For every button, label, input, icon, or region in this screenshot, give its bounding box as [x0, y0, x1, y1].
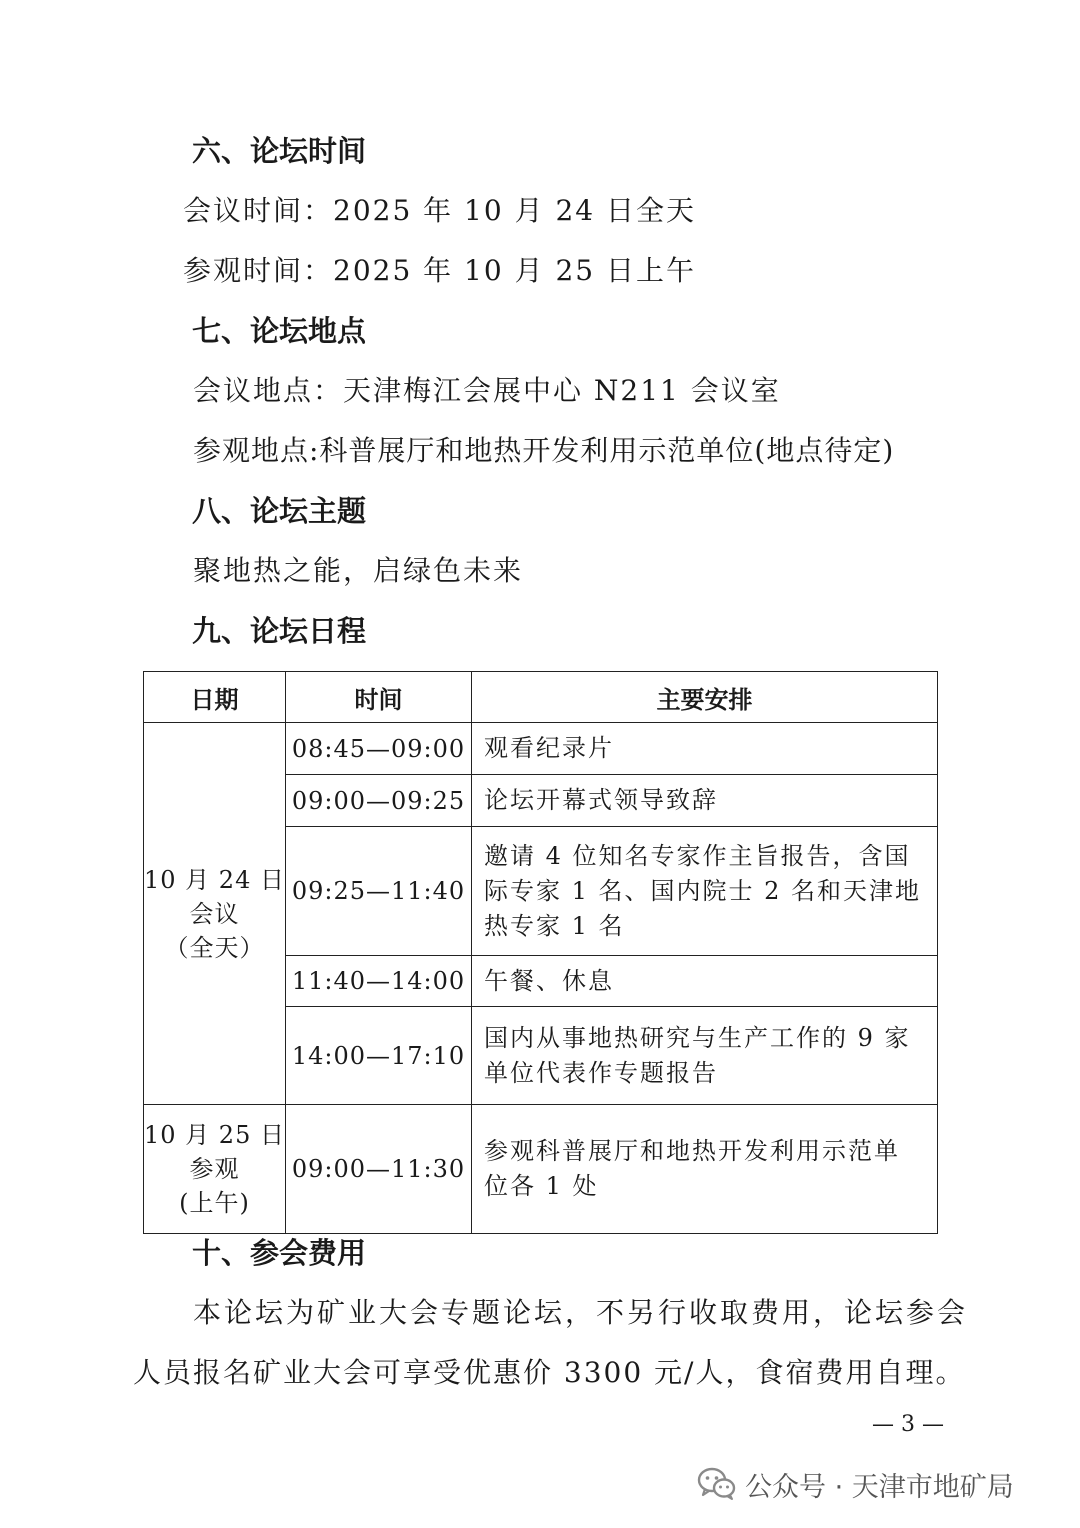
table-header-row — [144, 672, 938, 723]
time-cell: 14:00—17:10 — [286, 1007, 472, 1105]
schedule-table — [143, 671, 938, 1234]
activity-line: 际专家 1 名、国内院士 2 名和天津地 — [484, 876, 922, 905]
date-cell-day2 — [144, 1105, 286, 1234]
date-day1-date: 10 月 24 日 — [144, 865, 285, 894]
activity-line: 论坛开幕式领导致辞 — [484, 786, 718, 814]
activity-line: 单位代表作专题报告 — [484, 1058, 718, 1087]
time-cell: 08:45—09:00 — [286, 723, 472, 775]
fees-line-2: 人员报名矿业大会可享受优惠价 3300 元/人，食宿费用自理。 — [133, 1356, 966, 1389]
time-cell: 09:00—11:30 — [286, 1105, 472, 1234]
header-date: 日期 — [144, 672, 286, 723]
activity-cell — [472, 827, 938, 956]
forum-theme-line: 聚地热之能，启绿色未来 — [193, 554, 524, 587]
table-row — [144, 1105, 938, 1234]
activity-line: 邀请 4 位知名专家作主旨报告，含国 — [484, 841, 911, 870]
activity-cell — [472, 1105, 938, 1234]
activity-cell — [472, 1007, 938, 1105]
section-heading-forum-venue: 七、论坛地点 — [192, 314, 367, 348]
date-day2-period: (上午) — [179, 1189, 250, 1217]
activity-line: 参观科普展厅和地热开发利用示范单 — [484, 1137, 900, 1165]
date-cell-day1 — [144, 723, 286, 1105]
footer-account-name: 公众号 · 天津市地矿局 — [745, 1471, 1014, 1503]
footer-watermark — [697, 1463, 1014, 1505]
activity-cell — [472, 723, 938, 775]
activity-line: 观看纪录片 — [484, 734, 614, 762]
header-arrangement: 主要安排 — [472, 672, 938, 723]
fees-line-1: 本论坛为矿业大会专题论坛，不另行收取费用，论坛参会 — [193, 1296, 969, 1329]
visit-venue-line: 参观地点:科普展厅和地热开发利用示范单位(地点待定) — [193, 434, 895, 467]
activity-line: 位各 1 处 — [484, 1172, 599, 1200]
meeting-venue-line: 会议地点：天津梅江会展中心 N211 会议室 — [193, 374, 781, 407]
activity-line: 国内从事地热研究与生产工作的 9 家 — [484, 1023, 911, 1052]
activity-line: 午餐、休息 — [484, 966, 614, 995]
header-time: 时间 — [286, 672, 472, 723]
wechat-icon — [697, 1467, 737, 1501]
section-heading-forum-time: 六、论坛时间 — [192, 134, 367, 168]
visit-time-line: 参观时间：2025 年 10 月 25 日上午 — [183, 254, 697, 287]
date-day1-type: 会议 — [189, 899, 240, 928]
section-heading-fees: 十、参会费用 — [192, 1236, 367, 1270]
table-row — [144, 723, 938, 775]
date-day2-date: 10 月 25 日 — [144, 1121, 285, 1149]
page-number: — 3 — — [872, 1412, 944, 1437]
date-day1-period: （全天） — [164, 933, 265, 962]
activity-cell — [472, 775, 938, 827]
activity-cell — [472, 956, 938, 1007]
date-day2-type: 参观 — [189, 1155, 240, 1183]
activity-line: 热专家 1 名 — [484, 911, 625, 940]
time-cell: 11:40—14:00 — [286, 956, 472, 1007]
time-cell: 09:25—11:40 — [286, 827, 472, 956]
section-heading-forum-theme: 八、论坛主题 — [192, 494, 367, 528]
section-heading-forum-schedule: 九、论坛日程 — [192, 614, 367, 648]
time-cell: 09:00—09:25 — [286, 775, 472, 827]
meeting-time-line: 会议时间：2025 年 10 月 24 日全天 — [183, 194, 697, 227]
